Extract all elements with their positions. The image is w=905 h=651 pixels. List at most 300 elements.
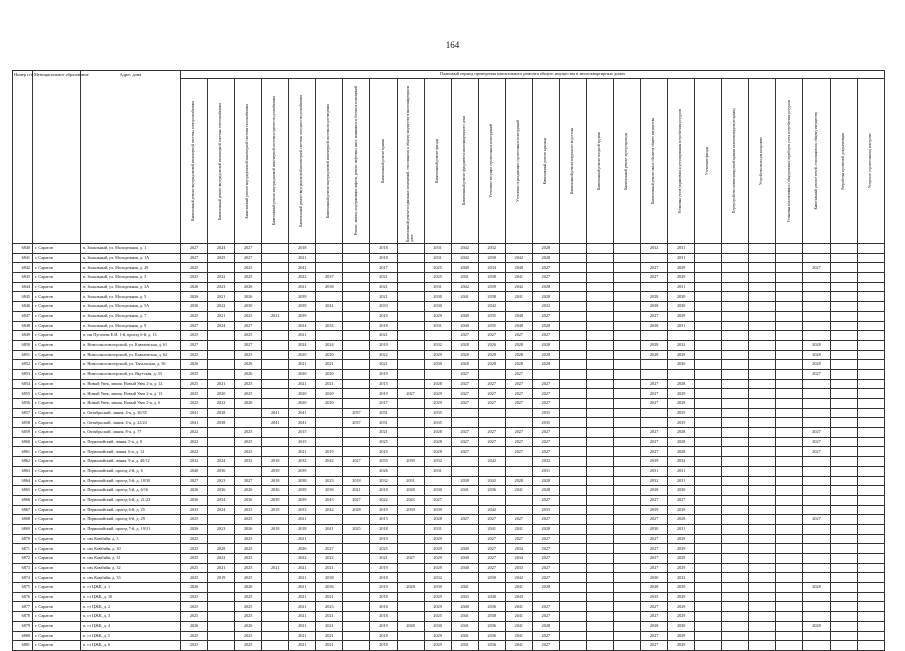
row-year-cell (208, 602, 235, 612)
row-year-cell (857, 447, 884, 457)
row-year-cell (857, 360, 884, 370)
row-year-cell (776, 476, 803, 486)
row-year-cell (776, 302, 803, 312)
row-year-cell (857, 602, 884, 612)
row-year-cell (722, 437, 749, 447)
row-year-cell (586, 369, 613, 379)
table-row (13, 428, 885, 438)
row-year-cell (803, 418, 830, 428)
row-year-cell: 2028 (532, 292, 559, 302)
row-year-cell (586, 418, 613, 428)
row-year-cell (776, 253, 803, 263)
row-year-cell (614, 544, 641, 554)
row-year-cell (749, 321, 776, 331)
row-municipality: г. Саратов (33, 418, 81, 428)
row-year-cell: 2018 (370, 321, 397, 331)
row-year-cell (262, 399, 289, 409)
row-year-cell: 2031 (424, 466, 451, 476)
row-year-cell (695, 524, 722, 534)
row-year-cell (830, 583, 857, 593)
row-year-cell: 2032 (668, 340, 695, 350)
header-work-type-label: Капитальный ремонт внутридомовой инженерной системы холодного водоснабжения (299, 95, 304, 227)
row-year-cell (559, 311, 586, 321)
row-year-cell (424, 369, 451, 379)
row-address: п. ст ЦЖК, д. 1 (81, 583, 181, 593)
row-year-cell: 2027 (532, 515, 559, 525)
row-address: п. им Пугачева Е.И. 1-й, проезд 6-й, д. 13 (81, 331, 181, 341)
row-municipality: г. Саратов (33, 282, 81, 292)
row-year-cell (316, 418, 343, 428)
row-year-cell (586, 273, 613, 283)
row-municipality: г. Саратов (33, 273, 81, 283)
row-year-cell: 2032 (532, 457, 559, 467)
row-year-cell: 2030 (668, 360, 695, 370)
row-year-cell (343, 428, 370, 438)
row-year-cell (316, 534, 343, 544)
table-row (13, 583, 885, 593)
row-year-cell (397, 369, 424, 379)
page-number: 164 (445, 40, 460, 50)
row-year-cell (830, 350, 857, 360)
row-year-cell (614, 244, 641, 254)
row-year-cell (803, 253, 830, 263)
row-year-cell (208, 447, 235, 457)
row-year-cell: 2042 (505, 253, 532, 263)
row-year-cell (803, 311, 830, 321)
row-year-cell: 2029 (668, 592, 695, 602)
table-row (13, 612, 885, 622)
row-year-cell (208, 428, 235, 438)
row-year-cell (830, 495, 857, 505)
row-year-cell (749, 554, 776, 564)
row-municipality: г. Саратов (33, 457, 81, 467)
row-municipality: г. Саратов (33, 602, 81, 612)
row-address: п. Октябрьский, линия. 4-я, д. 22/24 (81, 418, 181, 428)
header-work-type (343, 79, 370, 244)
table-row (13, 282, 885, 292)
row-year-cell: 2031 (532, 466, 559, 476)
row-year-cell (776, 544, 803, 554)
row-year-cell: 2029 (424, 563, 451, 573)
row-year-cell (830, 437, 857, 447)
row-year-cell: 2025 (181, 273, 208, 283)
row-year-cell: 2042 (451, 244, 478, 254)
row-year-cell: 2027 (424, 495, 451, 505)
row-year-cell (830, 389, 857, 399)
row-year-cell: 2027 (641, 612, 668, 622)
row-year-cell (586, 524, 613, 534)
row-year-cell: 2036 (478, 641, 505, 651)
row-year-cell (614, 534, 641, 544)
row-year-cell (722, 282, 749, 292)
row-address: п. ст ЦЖК, д. 5 (81, 631, 181, 641)
row-year-cell: 2027 (641, 641, 668, 651)
table-row (13, 544, 885, 554)
row-year-cell: 2021 (289, 515, 316, 525)
row-year-cell: 2038 (316, 573, 343, 583)
row-year-cell: 2041 (451, 621, 478, 631)
row-year-cell: 2035 (668, 418, 695, 428)
row-year-cell (614, 340, 641, 350)
row-year-cell (722, 428, 749, 438)
row-year-cell (343, 292, 370, 302)
row-year-cell (749, 253, 776, 263)
row-year-cell: 2018 (370, 641, 397, 651)
row-year-cell: 2021 (370, 273, 397, 283)
row-year-cell (559, 253, 586, 263)
row-year-cell (397, 360, 424, 370)
row-year-cell: 2017 (370, 263, 397, 273)
row-year-cell: 2040 (505, 311, 532, 321)
row-year-cell (559, 524, 586, 534)
row-year-cell (505, 244, 532, 254)
table-row (13, 534, 885, 544)
row-year-cell: 2021 (289, 621, 316, 631)
row-year-cell (559, 273, 586, 283)
row-year-cell (749, 573, 776, 583)
row-year-cell (586, 350, 613, 360)
row-year-cell (803, 244, 830, 254)
row-year-cell: 2026 (235, 360, 262, 370)
row-year-cell: 2039 (289, 466, 316, 476)
row-year-cell: 2038 (478, 612, 505, 622)
row-year-cell (397, 273, 424, 283)
row-year-cell (722, 379, 749, 389)
row-year-cell (262, 631, 289, 641)
row-year-cell (695, 369, 722, 379)
row-year-cell: 2041 (289, 408, 316, 418)
row-year-cell: 2040 (478, 592, 505, 602)
row-year-cell: 2036 (316, 583, 343, 593)
row-year-cell: 2023 (316, 602, 343, 612)
row-year-cell: 2018 (343, 476, 370, 486)
row-year-cell: 2025 (181, 311, 208, 321)
row-year-cell (695, 340, 722, 350)
row-year-cell (722, 360, 749, 370)
row-year-cell (262, 612, 289, 622)
row-year-cell: 2025 (181, 612, 208, 622)
row-year-cell (722, 340, 749, 350)
row-year-cell: 2028 (397, 621, 424, 631)
row-year-cell (857, 534, 884, 544)
row-year-cell: 2027 (478, 563, 505, 573)
row-year-cell: 2028 (343, 505, 370, 515)
row-year-cell: 2042 (478, 505, 505, 515)
row-municipality: г. Саратов (33, 476, 81, 486)
row-year-cell (586, 253, 613, 263)
row-year-cell: 2030 (641, 573, 668, 583)
row-year-cell (262, 573, 289, 583)
row-year-cell: 2020 (289, 350, 316, 360)
row-year-cell: 2021 (289, 331, 316, 341)
row-year-cell (316, 331, 343, 341)
row-year-cell: 2041 (451, 486, 478, 496)
table-row (13, 631, 885, 641)
row-year-cell: 2034 (316, 321, 343, 331)
row-number: 6863 (13, 466, 33, 476)
row-year-cell: 2035 (532, 418, 559, 428)
header-work-type (776, 79, 803, 244)
row-year-cell (343, 360, 370, 370)
row-year-cell: 2029 (668, 534, 695, 544)
row-year-cell (803, 495, 830, 505)
row-year-cell (614, 399, 641, 409)
row-year-cell: 2028 (641, 292, 668, 302)
row-address: п. свх Комбайн, д. 3 (81, 534, 181, 544)
row-year-cell (262, 534, 289, 544)
row-address: п. ст ЦЖК, д. 3 (81, 612, 181, 622)
row-year-cell (316, 263, 343, 273)
table-body (13, 244, 885, 651)
row-year-cell (559, 563, 586, 573)
row-year-cell: 2027 (478, 554, 505, 564)
row-year-cell (722, 331, 749, 341)
row-year-cell: 2027 (803, 263, 830, 273)
row-municipality: г. Саратов (33, 641, 81, 651)
table-row (13, 340, 885, 350)
row-year-cell (857, 399, 884, 409)
row-year-cell: 2029 (424, 534, 451, 544)
row-year-cell: 2027 (478, 331, 505, 341)
row-year-cell (559, 466, 586, 476)
row-year-cell: 2027 (532, 437, 559, 447)
row-year-cell (749, 437, 776, 447)
row-year-cell (857, 583, 884, 593)
row-year-cell: 2021 (262, 311, 289, 321)
row-year-cell (208, 621, 235, 631)
row-year-cell (586, 379, 613, 389)
row-year-cell (749, 302, 776, 312)
row-year-cell (722, 486, 749, 496)
row-year-cell (830, 457, 857, 467)
row-municipality: г. Саратов (33, 534, 81, 544)
row-year-cell (803, 505, 830, 515)
row-year-cell: 2023 (316, 476, 343, 486)
row-year-cell (641, 418, 668, 428)
row-municipality: г. Саратов (33, 612, 81, 622)
row-address: п. Первомайский, линия. 9-я, д. 40/12 (81, 457, 181, 467)
row-year-cell (586, 399, 613, 409)
row-year-cell: 2026 (181, 360, 208, 370)
row-year-cell: 2019 (370, 583, 397, 593)
row-year-cell (343, 253, 370, 263)
row-year-cell (857, 573, 884, 583)
row-year-cell: 2028 (505, 350, 532, 360)
row-year-cell (559, 631, 586, 641)
row-year-cell: 2041 (316, 524, 343, 534)
row-year-cell: 2027 (532, 331, 559, 341)
row-year-cell: 2025 (235, 331, 262, 341)
row-year-cell (262, 340, 289, 350)
row-year-cell (695, 466, 722, 476)
row-year-cell (722, 466, 749, 476)
row-year-cell (695, 621, 722, 631)
row-year-cell: 2035 (370, 457, 397, 467)
row-year-cell (749, 631, 776, 641)
row-year-cell (776, 389, 803, 399)
row-year-cell: 2028 (424, 515, 451, 525)
row-municipality: г. Саратов (33, 505, 81, 515)
row-year-cell (586, 321, 613, 331)
row-year-cell (586, 389, 613, 399)
row-year-cell: 2039 (641, 457, 668, 467)
header-work-type (505, 79, 532, 244)
header-work-type (830, 79, 857, 244)
row-year-cell: 2024 (316, 340, 343, 350)
row-address: п. Зональный, ул. Молодежная, д. 1 (81, 244, 181, 254)
row-year-cell (262, 379, 289, 389)
header-work-type (235, 79, 262, 244)
row-year-cell (695, 389, 722, 399)
row-year-cell: 2026 (235, 583, 262, 593)
row-year-cell: 2020 (289, 369, 316, 379)
row-year-cell (722, 369, 749, 379)
row-year-cell: 2020 (289, 399, 316, 409)
row-year-cell (830, 360, 857, 370)
row-year-cell: 2032 (235, 457, 262, 467)
row-year-cell: 2028 (803, 621, 830, 631)
row-year-cell: 2036 (478, 631, 505, 641)
row-year-cell: 2025 (235, 563, 262, 573)
row-year-cell (830, 399, 857, 409)
row-year-cell (803, 466, 830, 476)
row-year-cell (559, 641, 586, 651)
row-year-cell: 2022 (208, 273, 235, 283)
row-year-cell: 2031 (668, 466, 695, 476)
row-year-cell (262, 544, 289, 554)
row-municipality: г. Саратов (33, 369, 81, 379)
row-year-cell: 2031 (668, 244, 695, 254)
row-number: 6843 (13, 273, 33, 283)
row-year-cell: 2018 (262, 457, 289, 467)
row-year-cell (749, 495, 776, 505)
row-municipality: г. Саратов (33, 244, 81, 254)
row-year-cell: 2020 (316, 350, 343, 360)
row-year-cell: 2025 (424, 612, 451, 622)
row-year-cell: 2041 (505, 524, 532, 534)
row-year-cell: 2030 (668, 583, 695, 593)
row-year-cell (722, 273, 749, 283)
row-municipality: г. Саратов (33, 544, 81, 554)
row-year-cell (262, 369, 289, 379)
row-year-cell: 2018 (370, 631, 397, 641)
row-year-cell: 2022 (370, 350, 397, 360)
row-year-cell (235, 466, 262, 476)
row-year-cell: 2025 (235, 534, 262, 544)
row-year-cell: 2039 (397, 505, 424, 515)
row-year-cell: 2027 (505, 331, 532, 341)
row-year-cell: 2029 (424, 641, 451, 651)
row-year-cell: 2039 (397, 457, 424, 467)
row-year-cell: 2039 (478, 573, 505, 583)
row-address: п. Новосоколовогорский, ул. Кавтаевская, д. 61 (81, 340, 181, 350)
row-year-cell (803, 408, 830, 418)
row-year-cell: 2027 (641, 273, 668, 283)
row-year-cell: 2041 (316, 302, 343, 312)
row-year-cell: 2027 (451, 428, 478, 438)
row-year-cell: 2025 (181, 350, 208, 360)
row-year-cell: 2025 (181, 554, 208, 564)
row-year-cell: 2031 (668, 476, 695, 486)
row-number: 6866 (13, 495, 33, 505)
row-year-cell (776, 486, 803, 496)
header-work-type-label: Услуги по строительному контролю (867, 133, 872, 189)
row-year-cell: 2031 (397, 476, 424, 486)
row-year-cell (722, 583, 749, 593)
row-municipality: г. Саратов (33, 253, 81, 263)
row-year-cell: 2035 (641, 592, 668, 602)
row-year-cell (262, 389, 289, 399)
row-year-cell (586, 476, 613, 486)
row-year-cell (262, 253, 289, 263)
row-year-cell (722, 524, 749, 534)
row-year-cell: 2040 (181, 466, 208, 476)
row-year-cell: 2035 (424, 408, 451, 418)
row-year-cell (857, 340, 884, 350)
row-year-cell: 2028 (451, 340, 478, 350)
row-year-cell: 2022 (370, 495, 397, 505)
row-year-cell (830, 321, 857, 331)
row-year-cell: 2018 (289, 524, 316, 534)
row-year-cell (614, 573, 641, 583)
row-year-cell (397, 602, 424, 612)
row-year-cell: 2029 (668, 389, 695, 399)
row-year-cell: 2027 (532, 495, 559, 505)
row-year-cell (695, 495, 722, 505)
row-year-cell (262, 602, 289, 612)
table-row (13, 244, 885, 254)
row-year-cell (830, 263, 857, 273)
row-year-cell: 2018 (262, 524, 289, 534)
row-year-cell: 2034 (505, 554, 532, 564)
row-year-cell (722, 621, 749, 631)
row-year-cell (857, 486, 884, 496)
row-year-cell: 2040 (451, 311, 478, 321)
row-year-cell (857, 466, 884, 476)
row-address: п. Зональный, ул. Молодежная, д. 1А (81, 253, 181, 263)
header-work-type-label: Устройство выходов на кровлю (759, 137, 764, 185)
row-year-cell: 2030 (668, 486, 695, 496)
row-year-cell (749, 418, 776, 428)
row-year-cell: 2018 (370, 486, 397, 496)
header-address: Адрес дома (81, 71, 181, 244)
row-year-cell: 2027 (451, 399, 478, 409)
row-year-cell: 2036 (208, 466, 235, 476)
row-year-cell: 2027 (641, 631, 668, 641)
row-year-cell (614, 563, 641, 573)
row-year-cell: 2040 (451, 554, 478, 564)
row-year-cell (803, 321, 830, 331)
row-year-cell: 2025 (235, 379, 262, 389)
row-year-cell: 2027 (505, 379, 532, 389)
row-address: п. Первомайский, проезд 6-й, д. 21/23 (81, 495, 181, 505)
row-year-cell: 2025 (208, 253, 235, 263)
row-number: 6870 (13, 534, 33, 544)
row-year-cell: 2042 (316, 505, 343, 515)
row-year-cell (722, 505, 749, 515)
row-year-cell: 2040 (451, 563, 478, 573)
row-year-cell: 2028 (668, 447, 695, 457)
row-year-cell (614, 476, 641, 486)
row-year-cell (830, 331, 857, 341)
row-year-cell: 2035 (532, 408, 559, 418)
row-year-cell: 2024 (208, 321, 235, 331)
row-year-cell: 2033 (532, 505, 559, 515)
row-year-cell (830, 524, 857, 534)
row-year-cell: 2027 (532, 447, 559, 457)
row-number: 6860 (13, 437, 33, 447)
row-year-cell (722, 515, 749, 525)
